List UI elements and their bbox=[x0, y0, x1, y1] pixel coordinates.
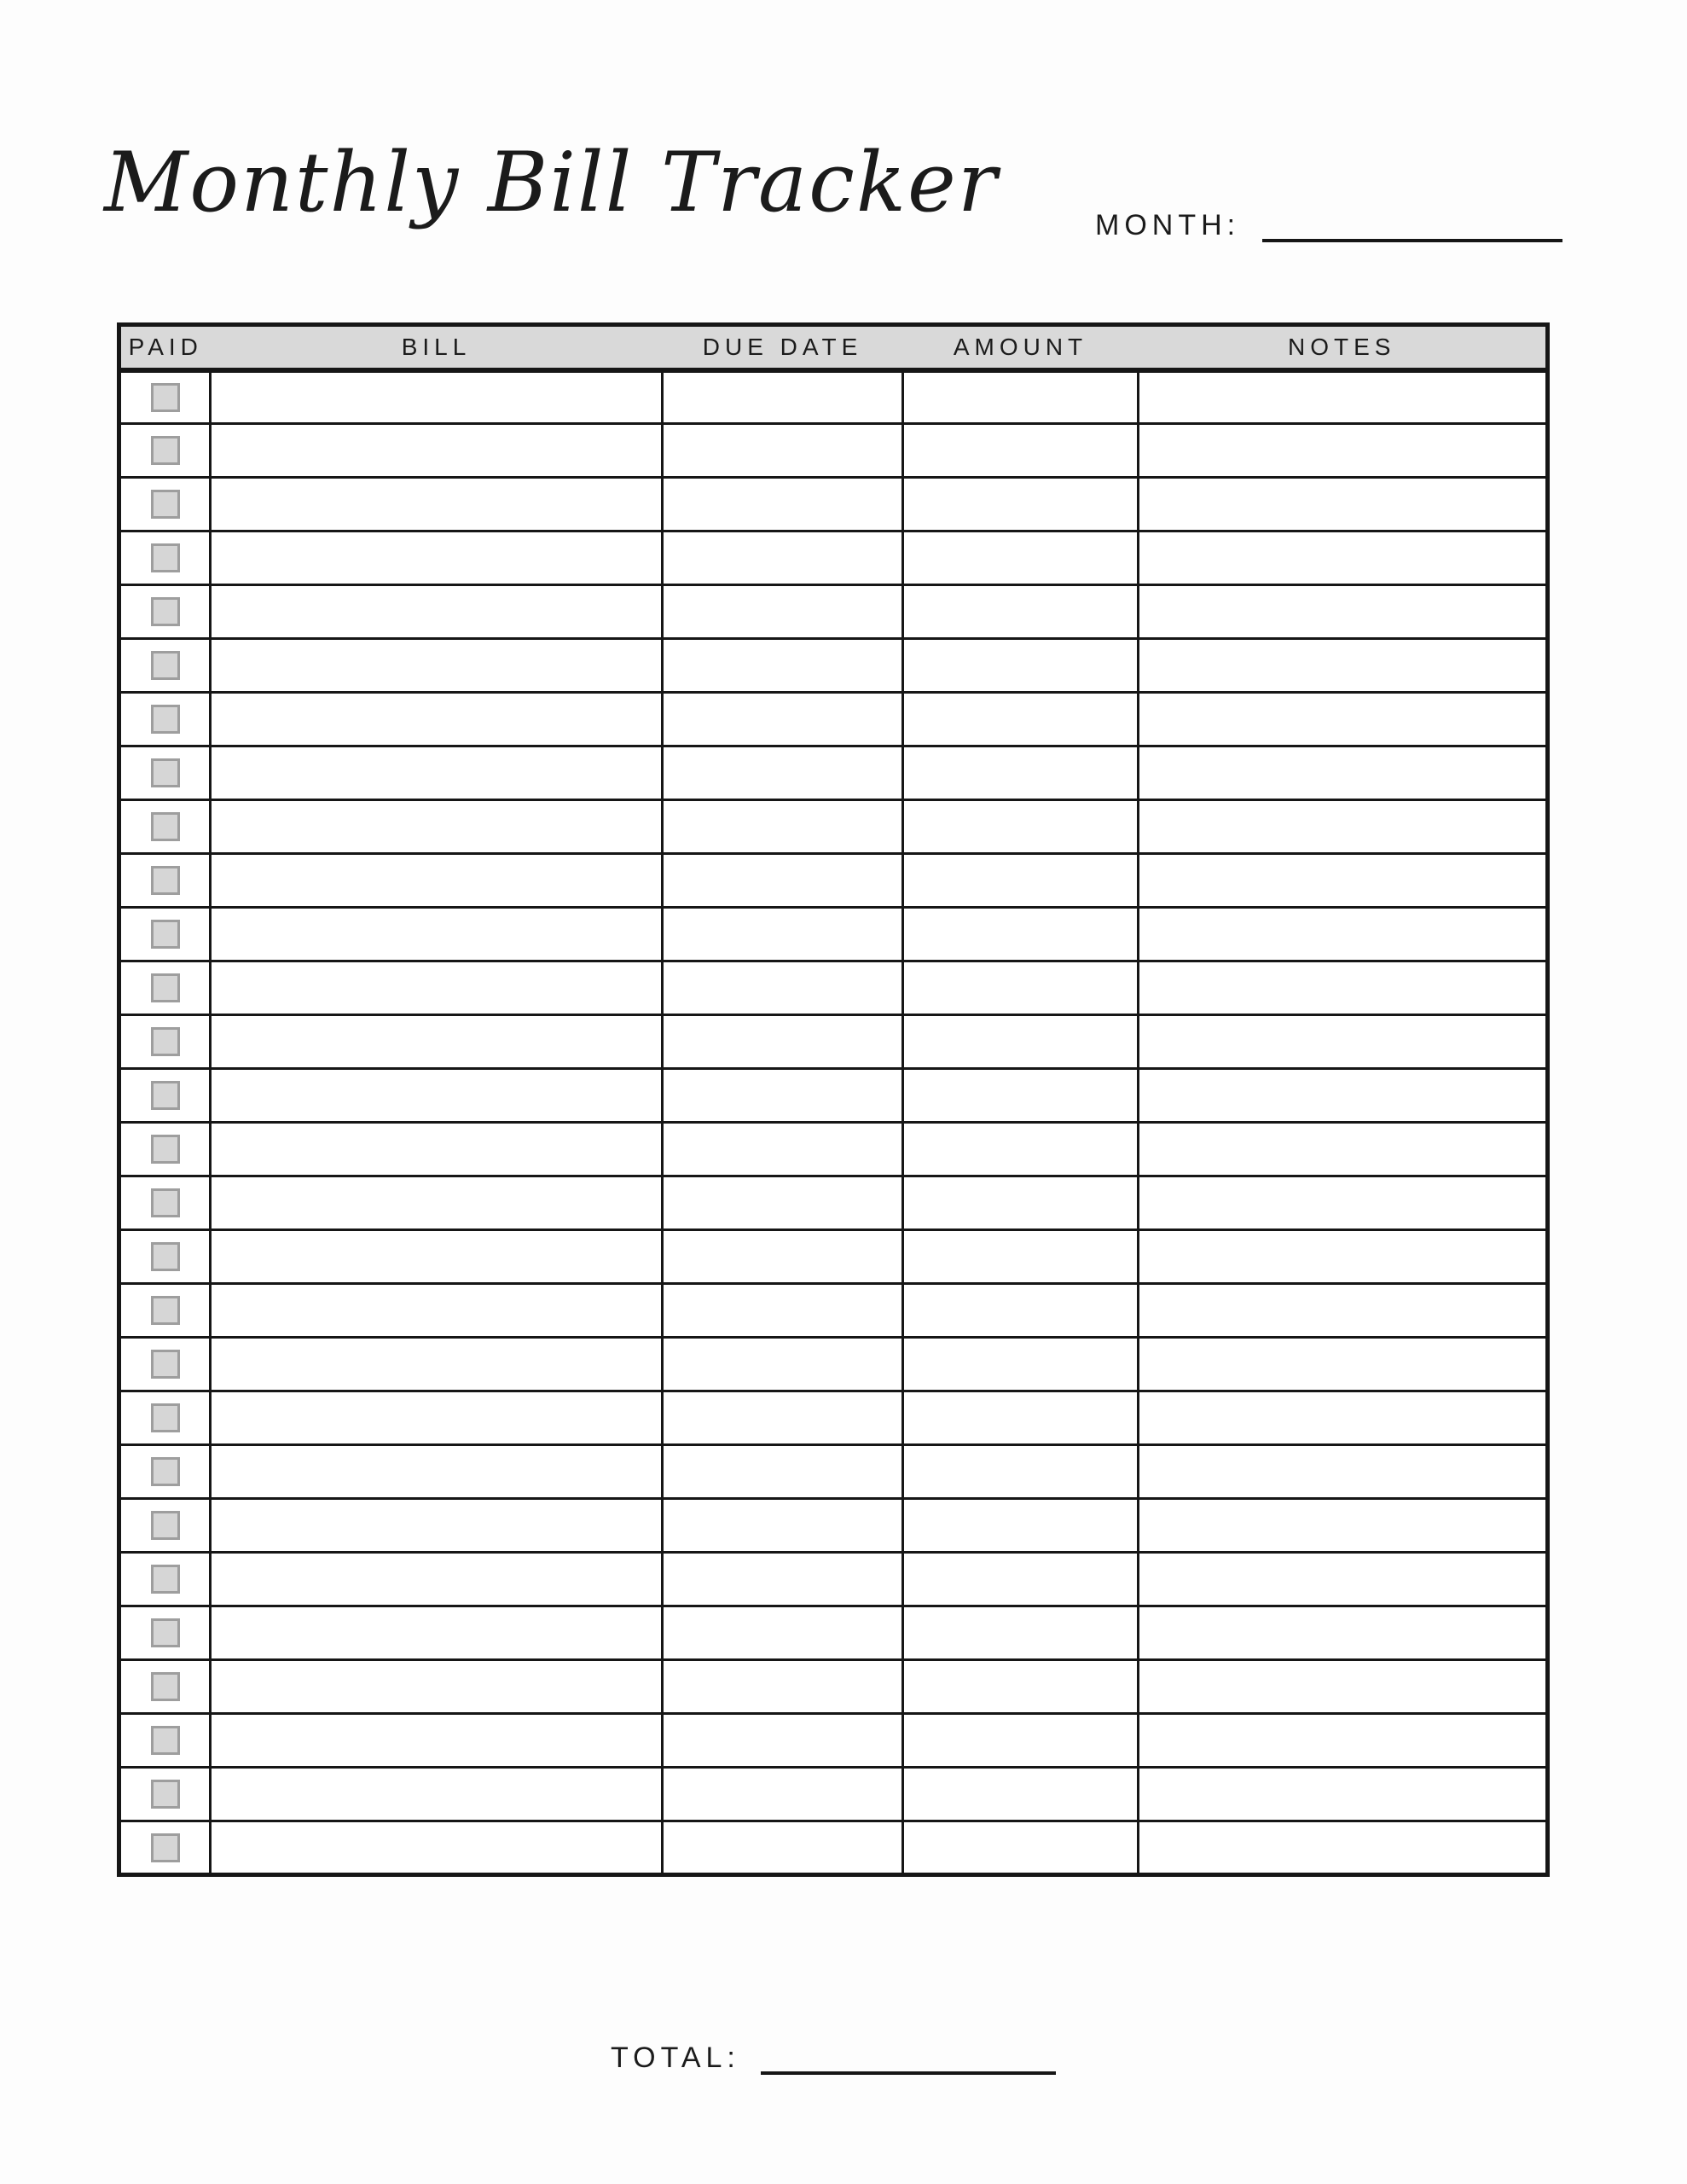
amount-cell[interactable] bbox=[903, 1391, 1139, 1445]
table-row bbox=[119, 1499, 1548, 1553]
bill-table-body bbox=[119, 370, 1548, 1875]
paid-cell bbox=[119, 1821, 211, 1875]
paid-checkbox[interactable] bbox=[151, 490, 180, 519]
amount-cell[interactable] bbox=[903, 1768, 1139, 1821]
paid-cell bbox=[119, 585, 211, 639]
paid-cell bbox=[119, 961, 211, 1015]
notes-cell[interactable] bbox=[1139, 908, 1548, 961]
paid-cell bbox=[119, 1176, 211, 1230]
paid-checkbox[interactable] bbox=[151, 1403, 180, 1432]
paid-cell bbox=[119, 1391, 211, 1445]
notes-cell[interactable] bbox=[1139, 1499, 1548, 1553]
paid-cell bbox=[119, 1499, 211, 1553]
paid-cell bbox=[119, 1714, 211, 1768]
column-header-bill: BILL bbox=[211, 325, 663, 370]
column-header-amount: AMOUNT bbox=[903, 325, 1139, 370]
amount-cell[interactable] bbox=[903, 1821, 1139, 1875]
table-row bbox=[119, 961, 1548, 1015]
amount-cell[interactable] bbox=[903, 1176, 1139, 1230]
column-header-paid: PAID bbox=[119, 325, 211, 370]
notes-cell[interactable] bbox=[1139, 370, 1548, 424]
due-date-cell[interactable] bbox=[663, 1660, 903, 1714]
bill-cell[interactable] bbox=[211, 1391, 663, 1445]
table-row bbox=[119, 1714, 1548, 1768]
bill-cell[interactable] bbox=[211, 961, 663, 1015]
notes-cell[interactable] bbox=[1139, 585, 1548, 639]
paid-cell bbox=[119, 639, 211, 693]
amount-cell[interactable] bbox=[903, 1714, 1139, 1768]
notes-cell[interactable] bbox=[1139, 1445, 1548, 1499]
paid-cell bbox=[119, 693, 211, 746]
due-date-cell[interactable] bbox=[663, 1391, 903, 1445]
paid-cell bbox=[119, 478, 211, 531]
amount-cell[interactable] bbox=[903, 1284, 1139, 1338]
paid-checkbox[interactable] bbox=[151, 1081, 180, 1110]
bill-table bbox=[117, 322, 1550, 1877]
table-row bbox=[119, 1338, 1548, 1391]
bill-cell[interactable] bbox=[211, 1069, 663, 1123]
table-row bbox=[119, 1069, 1548, 1123]
paid-cell bbox=[119, 1553, 211, 1606]
table-row bbox=[119, 1230, 1548, 1284]
amount-cell[interactable] bbox=[903, 478, 1139, 531]
bill-cell[interactable] bbox=[211, 800, 663, 854]
notes-cell[interactable] bbox=[1139, 639, 1548, 693]
paid-checkbox[interactable] bbox=[151, 973, 180, 1002]
due-date-cell[interactable] bbox=[663, 693, 903, 746]
due-date-cell[interactable] bbox=[663, 1230, 903, 1284]
paid-cell bbox=[119, 1015, 211, 1069]
notes-cell[interactable] bbox=[1139, 1714, 1548, 1768]
due-date-cell[interactable] bbox=[663, 1606, 903, 1660]
paid-checkbox[interactable] bbox=[151, 1242, 180, 1271]
bill-cell[interactable] bbox=[211, 1015, 663, 1069]
bill-cell[interactable] bbox=[211, 370, 663, 424]
paid-checkbox[interactable] bbox=[151, 1833, 180, 1862]
paid-checkbox[interactable] bbox=[151, 1618, 180, 1647]
notes-cell[interactable] bbox=[1139, 1123, 1548, 1176]
bill-cell[interactable] bbox=[211, 1284, 663, 1338]
due-date-cell[interactable] bbox=[663, 478, 903, 531]
table-row bbox=[119, 531, 1548, 585]
bill-cell[interactable] bbox=[211, 639, 663, 693]
paid-cell bbox=[119, 1069, 211, 1123]
bill-cell[interactable] bbox=[211, 746, 663, 800]
paid-checkbox[interactable] bbox=[151, 866, 180, 895]
due-date-cell[interactable] bbox=[663, 1338, 903, 1391]
due-date-cell[interactable] bbox=[663, 1768, 903, 1821]
paid-cell bbox=[119, 908, 211, 961]
amount-cell[interactable] bbox=[903, 370, 1139, 424]
notes-cell[interactable] bbox=[1139, 1338, 1548, 1391]
total-field bbox=[611, 2041, 1056, 2075]
due-date-cell[interactable] bbox=[663, 1123, 903, 1176]
month-field bbox=[1095, 208, 1562, 242]
amount-cell[interactable] bbox=[903, 693, 1139, 746]
paid-cell bbox=[119, 854, 211, 908]
paid-checkbox[interactable] bbox=[151, 1135, 180, 1164]
table-row bbox=[119, 424, 1548, 478]
bill-cell[interactable] bbox=[211, 531, 663, 585]
paid-checkbox[interactable] bbox=[151, 1565, 180, 1594]
notes-cell[interactable] bbox=[1139, 961, 1548, 1015]
notes-cell[interactable] bbox=[1139, 1284, 1548, 1338]
paid-checkbox[interactable] bbox=[151, 1188, 180, 1217]
bill-cell[interactable] bbox=[211, 585, 663, 639]
paid-checkbox[interactable] bbox=[151, 1726, 180, 1755]
paid-cell bbox=[119, 1284, 211, 1338]
paid-cell bbox=[119, 1230, 211, 1284]
paid-checkbox[interactable] bbox=[151, 1780, 180, 1809]
table-row bbox=[119, 908, 1548, 961]
table-row bbox=[119, 1553, 1548, 1606]
paid-checkbox[interactable] bbox=[151, 920, 180, 949]
bill-cell[interactable] bbox=[211, 1553, 663, 1606]
bill-cell[interactable] bbox=[211, 908, 663, 961]
paid-checkbox[interactable] bbox=[151, 1672, 180, 1701]
bill-cell[interactable] bbox=[211, 1123, 663, 1176]
due-date-cell[interactable] bbox=[663, 1284, 903, 1338]
table-row bbox=[119, 478, 1548, 531]
bill-cell[interactable] bbox=[211, 1821, 663, 1875]
notes-cell[interactable] bbox=[1139, 800, 1548, 854]
notes-cell[interactable] bbox=[1139, 1606, 1548, 1660]
due-date-cell[interactable] bbox=[663, 800, 903, 854]
paid-checkbox[interactable] bbox=[151, 597, 180, 626]
amount-cell[interactable] bbox=[903, 424, 1139, 478]
due-date-cell[interactable] bbox=[663, 531, 903, 585]
paid-cell bbox=[119, 1660, 211, 1714]
notes-cell[interactable] bbox=[1139, 478, 1548, 531]
due-date-cell[interactable] bbox=[663, 585, 903, 639]
total-input-line[interactable] bbox=[761, 2041, 1056, 2075]
amount-cell[interactable] bbox=[903, 1660, 1139, 1714]
due-date-cell[interactable] bbox=[663, 1499, 903, 1553]
amount-cell[interactable] bbox=[903, 1015, 1139, 1069]
paid-cell bbox=[119, 1338, 211, 1391]
table-row bbox=[119, 854, 1548, 908]
paid-cell bbox=[119, 1768, 211, 1821]
amount-cell[interactable] bbox=[903, 961, 1139, 1015]
table-header-row bbox=[119, 325, 1548, 370]
notes-cell[interactable] bbox=[1139, 1553, 1548, 1606]
amount-cell[interactable] bbox=[903, 531, 1139, 585]
paid-cell bbox=[119, 370, 211, 424]
table-row bbox=[119, 1176, 1548, 1230]
notes-cell[interactable] bbox=[1139, 1069, 1548, 1123]
paid-cell bbox=[119, 424, 211, 478]
due-date-cell[interactable] bbox=[663, 1821, 903, 1875]
paid-checkbox[interactable] bbox=[151, 1511, 180, 1540]
paid-cell bbox=[119, 746, 211, 800]
paid-checkbox[interactable] bbox=[151, 383, 180, 412]
due-date-cell[interactable] bbox=[663, 1445, 903, 1499]
notes-cell[interactable] bbox=[1139, 1768, 1548, 1821]
bill-cell[interactable] bbox=[211, 1176, 663, 1230]
notes-cell[interactable] bbox=[1139, 531, 1548, 585]
amount-cell[interactable] bbox=[903, 1123, 1139, 1176]
due-date-cell[interactable] bbox=[663, 370, 903, 424]
amount-cell[interactable] bbox=[903, 908, 1139, 961]
amount-cell[interactable] bbox=[903, 585, 1139, 639]
paid-cell bbox=[119, 1606, 211, 1660]
table-row bbox=[119, 1123, 1548, 1176]
paid-checkbox[interactable] bbox=[151, 758, 180, 787]
due-date-cell[interactable] bbox=[663, 1714, 903, 1768]
notes-cell[interactable] bbox=[1139, 693, 1548, 746]
table-row bbox=[119, 1606, 1548, 1660]
table-row bbox=[119, 800, 1548, 854]
column-header-due-date: DUE DATE bbox=[663, 325, 903, 370]
paid-checkbox[interactable] bbox=[151, 812, 180, 841]
table-row bbox=[119, 1391, 1548, 1445]
table-row bbox=[119, 639, 1548, 693]
due-date-cell[interactable] bbox=[663, 961, 903, 1015]
table-row bbox=[119, 1445, 1548, 1499]
amount-cell[interactable] bbox=[903, 1606, 1139, 1660]
table-row bbox=[119, 1768, 1548, 1821]
notes-cell[interactable] bbox=[1139, 1015, 1548, 1069]
due-date-cell[interactable] bbox=[663, 1553, 903, 1606]
paid-cell bbox=[119, 800, 211, 854]
bill-cell[interactable] bbox=[211, 854, 663, 908]
table-row bbox=[119, 585, 1548, 639]
bill-cell[interactable] bbox=[211, 1230, 663, 1284]
paid-checkbox[interactable] bbox=[151, 1027, 180, 1056]
table-row bbox=[119, 693, 1548, 746]
bill-cell[interactable] bbox=[211, 693, 663, 746]
amount-cell[interactable] bbox=[903, 800, 1139, 854]
table-row bbox=[119, 746, 1548, 800]
bill-cell[interactable] bbox=[211, 1606, 663, 1660]
bill-cell[interactable] bbox=[211, 1445, 663, 1499]
due-date-cell[interactable] bbox=[663, 908, 903, 961]
amount-cell[interactable] bbox=[903, 1499, 1139, 1553]
amount-cell[interactable] bbox=[903, 854, 1139, 908]
paid-checkbox[interactable] bbox=[151, 543, 180, 572]
notes-cell[interactable] bbox=[1139, 1660, 1548, 1714]
paid-checkbox[interactable] bbox=[151, 651, 180, 680]
table-row bbox=[119, 1660, 1548, 1714]
page-title: Monthly Bill Tracker bbox=[104, 135, 999, 230]
paid-cell bbox=[119, 531, 211, 585]
paid-checkbox[interactable] bbox=[151, 705, 180, 734]
table-row bbox=[119, 370, 1548, 424]
amount-cell[interactable] bbox=[903, 1553, 1139, 1606]
bill-cell[interactable] bbox=[211, 1768, 663, 1821]
due-date-cell[interactable] bbox=[663, 854, 903, 908]
month-input-line[interactable] bbox=[1262, 208, 1562, 242]
notes-cell[interactable] bbox=[1139, 1391, 1548, 1445]
paid-checkbox[interactable] bbox=[151, 436, 180, 465]
paid-cell bbox=[119, 1123, 211, 1176]
amount-cell[interactable] bbox=[903, 1445, 1139, 1499]
bill-cell[interactable] bbox=[211, 1660, 663, 1714]
paid-checkbox[interactable] bbox=[151, 1350, 180, 1379]
bill-cell[interactable] bbox=[211, 1714, 663, 1768]
due-date-cell[interactable] bbox=[663, 1069, 903, 1123]
paid-cell bbox=[119, 1445, 211, 1499]
amount-cell[interactable] bbox=[903, 639, 1139, 693]
due-date-cell[interactable] bbox=[663, 424, 903, 478]
amount-cell[interactable] bbox=[903, 1230, 1139, 1284]
paid-checkbox[interactable] bbox=[151, 1296, 180, 1325]
due-date-cell[interactable] bbox=[663, 1015, 903, 1069]
bill-cell[interactable] bbox=[211, 478, 663, 531]
notes-cell[interactable] bbox=[1139, 424, 1548, 478]
column-header-notes: NOTES bbox=[1139, 325, 1548, 370]
month-label: MONTH: bbox=[1095, 208, 1241, 241]
table-row bbox=[119, 1284, 1548, 1338]
bill-cell[interactable] bbox=[211, 424, 663, 478]
due-date-cell[interactable] bbox=[663, 639, 903, 693]
amount-cell[interactable] bbox=[903, 1069, 1139, 1123]
table-row bbox=[119, 1015, 1548, 1069]
notes-cell[interactable] bbox=[1139, 1230, 1548, 1284]
notes-cell[interactable] bbox=[1139, 1821, 1548, 1875]
bill-cell[interactable] bbox=[211, 1499, 663, 1553]
notes-cell[interactable] bbox=[1139, 854, 1548, 908]
due-date-cell[interactable] bbox=[663, 1176, 903, 1230]
notes-cell[interactable] bbox=[1139, 1176, 1548, 1230]
amount-cell[interactable] bbox=[903, 1338, 1139, 1391]
notes-cell[interactable] bbox=[1139, 746, 1548, 800]
amount-cell[interactable] bbox=[903, 746, 1139, 800]
due-date-cell[interactable] bbox=[663, 746, 903, 800]
paid-checkbox[interactable] bbox=[151, 1457, 180, 1486]
table-row bbox=[119, 1821, 1548, 1875]
total-label: TOTAL: bbox=[611, 2041, 740, 2074]
bill-cell[interactable] bbox=[211, 1338, 663, 1391]
